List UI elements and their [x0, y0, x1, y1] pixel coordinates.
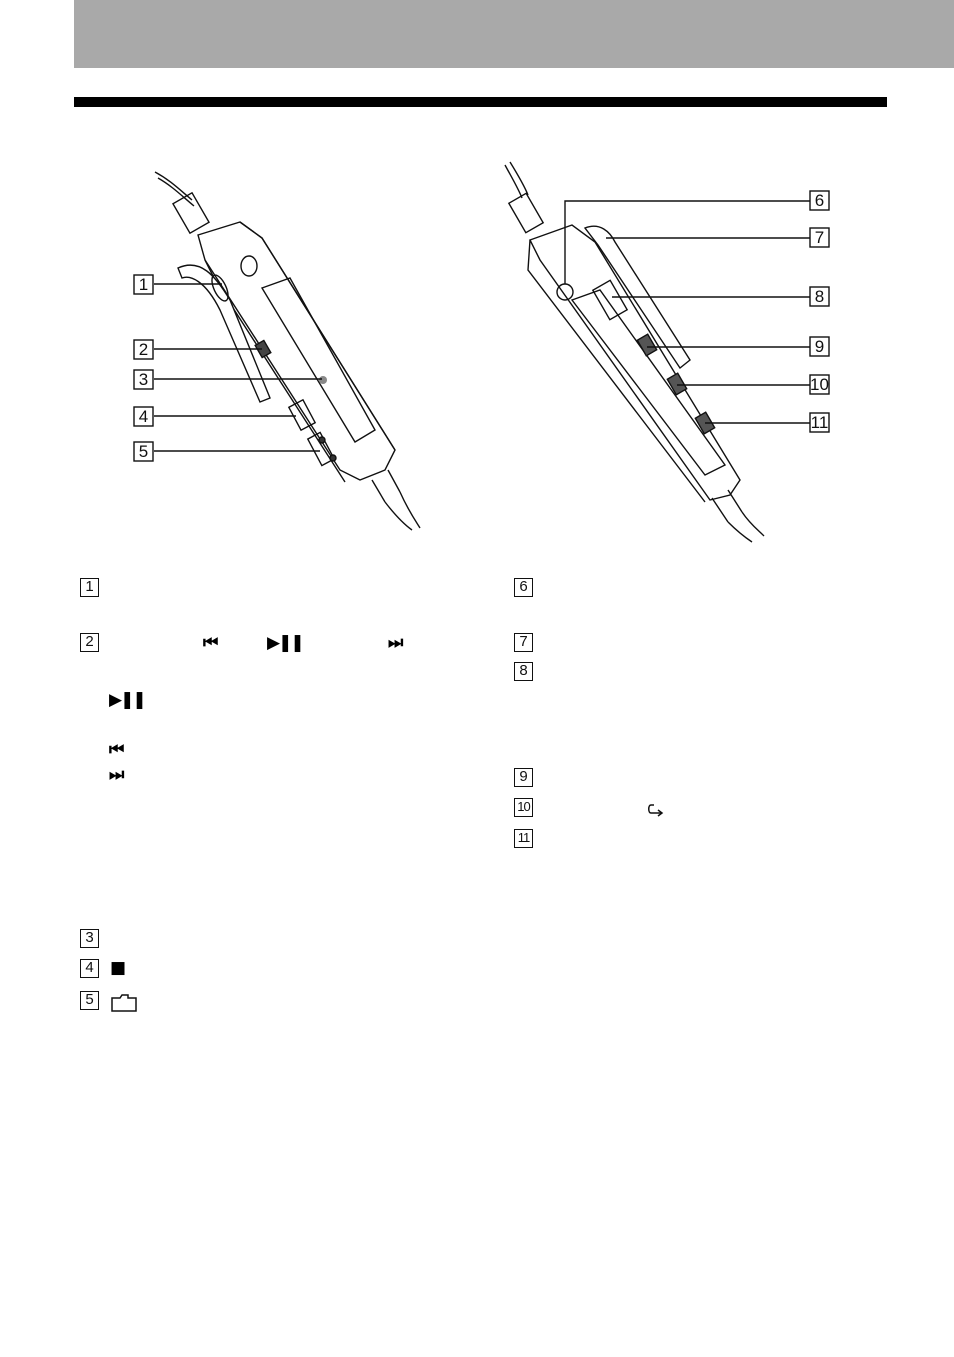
callout-1: 1: [138, 275, 149, 294]
header-band: [74, 0, 954, 68]
next-track-icon: ⏭: [388, 633, 402, 653]
callout-10: 10: [810, 375, 829, 394]
header-rule: [74, 97, 887, 107]
legend-num-10: 10: [514, 798, 533, 817]
callout-3: 3: [138, 370, 149, 389]
callout-11: 11: [810, 413, 829, 432]
remote-side-view: [505, 162, 810, 542]
callout-6: 6: [814, 191, 825, 210]
callout-8: 8: [814, 287, 825, 306]
callout-7: 7: [814, 228, 825, 247]
prev-track-icon: ⏮: [203, 633, 217, 653]
callout-9: 9: [814, 337, 825, 356]
legend-num-4: 4: [80, 959, 99, 978]
prev-track-icon-sub: ⏮: [109, 740, 123, 760]
stop-icon: ■: [110, 958, 127, 978]
remote-front-view: [154, 172, 420, 530]
legend-num-5: 5: [80, 991, 99, 1010]
legend-num-2: 2: [80, 633, 99, 652]
legend-num-9: 9: [514, 768, 533, 787]
remote-control-illustrations: [0, 150, 954, 550]
callout-2: 2: [138, 340, 149, 359]
legend-num-6: 6: [514, 578, 533, 597]
legend-num-8: 8: [514, 662, 533, 681]
legend-num-7: 7: [514, 633, 533, 652]
callout-5: 5: [138, 442, 149, 461]
repeat-icon: [646, 803, 666, 819]
next-track-icon-sub: ⏭: [109, 765, 123, 785]
legend-num-11: 11: [514, 829, 533, 848]
callouts-left: [134, 275, 153, 461]
legend-num-3: 3: [80, 929, 99, 948]
folder-open-icon: [110, 993, 138, 1013]
legend-num-1: 1: [80, 578, 99, 597]
play-pause-icon: ▶❚❚: [267, 633, 303, 653]
play-pause-icon-sub: ▶❚❚: [109, 690, 145, 710]
callout-4: 4: [138, 407, 149, 426]
callouts-right: [810, 191, 829, 432]
